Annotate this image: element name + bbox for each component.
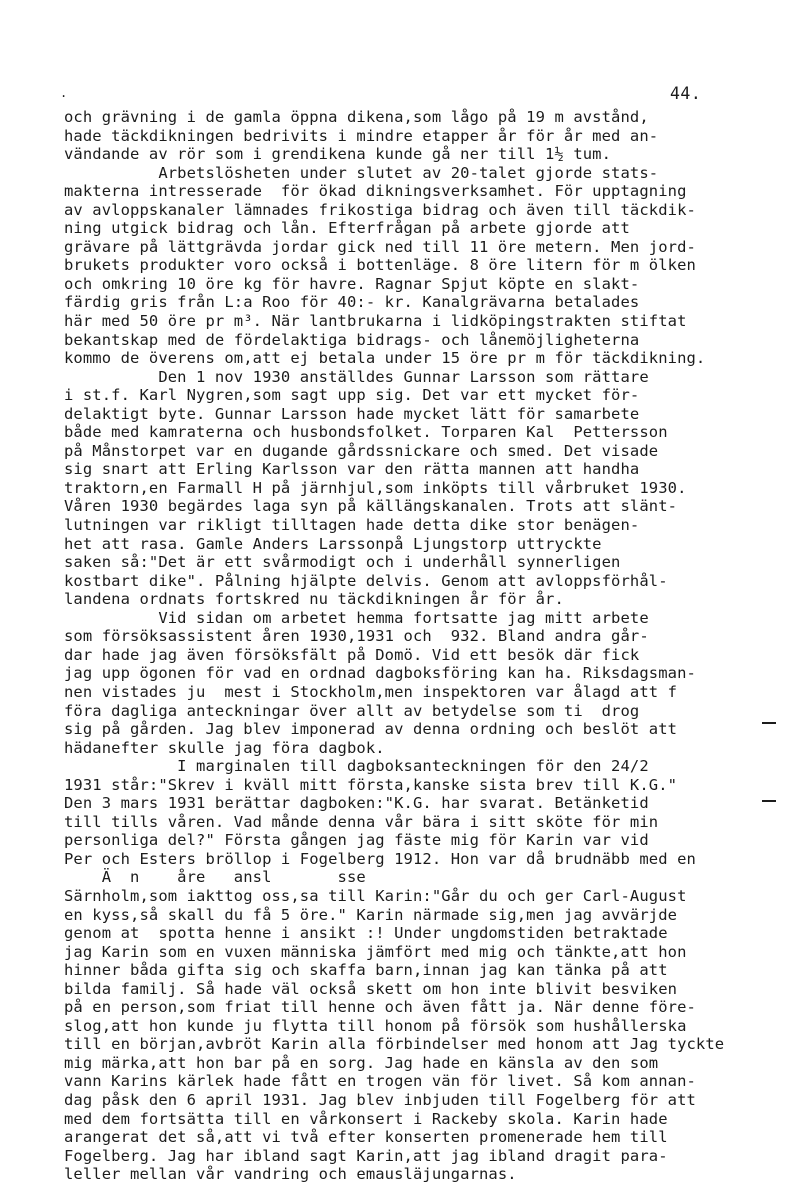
text-line: ning utgick bidrag och lån. Efterfrågan på arbete gjorde att [64, 219, 630, 238]
margin-mark [762, 800, 776, 802]
text-line: Per och Esters bröllop i Fogelberg 1912. Hon var då brudnäbb med en [64, 849, 696, 868]
text-line: delaktigt byte. Gunnar Larsson hade mycket lätt för samarbete [64, 404, 640, 423]
text-line: saken så:"Det är ett svårmodigt och i underhåll synnerligen [64, 553, 621, 572]
text-line: slog,att hon kunde ju flytta till honom på försök som hushållerska [64, 1016, 687, 1035]
text-line: landena ordnats fortskred nu täckdikningen år för år. [64, 590, 564, 609]
page-dot: . [60, 86, 68, 100]
text-line: sig snart att Erling Karlsson var den rätta mannen att handha [64, 460, 640, 479]
text-line: med dem fortsätta till en vårkonsert i Rackeby skola. Karin hade [64, 1109, 668, 1128]
text-line: i st.f. Karl Nygren,som sagt upp sig. Det var ett mycket för- [64, 386, 640, 405]
page-number: 44. [670, 84, 702, 103]
text-line: till tills våren. Vad månde denna vår bära i sitt sköte för min [64, 812, 659, 831]
text-line: Ä n åre ansl sse [64, 868, 366, 887]
text-line: personliga del?" Första gången jag fäste mig för Karin var vid [64, 831, 649, 850]
text-line: på Månstorpet var en dugande gårdssnickare och smed. Det visade [64, 441, 659, 460]
text-line: en kyss,så skall du få 5 öre." Karin närmade sig,men jag avvärjde [64, 905, 678, 924]
text-line: Fogelberg. Jag har ibland sagt Karin,att jag ibland dragit para- [64, 1146, 668, 1165]
text-line: vann Karins kärlek hade fått en trogen vän för livet. Så kom annan- [64, 1072, 696, 1091]
text-line: färdig gris från L:a Roo för 40:- kr. Kanalgrävarna betalades [64, 293, 640, 312]
text-line: vändande av rör som i grendikena kunde gå ner till 1½ tum. [64, 145, 612, 164]
text-line: bilda familj. Så hade väl också skett om hon inte blivit besviken [64, 979, 678, 998]
text-line: på en person,som friat till henne och även fått ja. När denne före- [64, 998, 696, 1017]
text-line: genom at spotta henne i ansikt :! Under ungdomstiden betraktade [64, 924, 668, 943]
text-line: och omkring 10 öre kg för havre. Ragnar Spjut köpte en slakt- [64, 274, 640, 293]
text-line: Den 3 mars 1931 berättar dagboken:"K.G. har svarat. Betänketid [64, 794, 649, 813]
text-line: av avloppskanaler lämnades frikostiga bidrag och även till täckdik- [64, 200, 696, 219]
text-line: Våren 1930 begärdes laga syn på källängskanalen. Trots att slänt- [64, 497, 678, 516]
text-line: jag Karin som en vuxen människa jämfört med mig och tänkte,att hon [64, 942, 687, 961]
text-line: 1931 står:"Skrev i kväll mitt första,kanske sista brev till K.G." [64, 775, 678, 794]
text-line: makterna intresserade för ökad dikningsverksamhet. För upptagning [64, 182, 687, 201]
text-line: mig märka,att hon bar på en sorg. Jag hade en känsla av den som [64, 1053, 659, 1072]
text-line: I marginalen till dagboksanteckningen för den 24/2 [64, 757, 649, 776]
text-line: kommo de överens om,att ej betala under 15 öre pr m för täckdikning. [64, 349, 706, 368]
margin-mark [762, 722, 776, 724]
text-line: som försöksassistent åren 1930,1931 och 932. Bland andra går- [64, 627, 649, 646]
text-line: Den 1 nov 1930 anställdes Gunnar Larsson som rättare [64, 367, 649, 386]
text-line: arangerat det så,att vi två efter konserten promenerade hem till [64, 1128, 668, 1147]
text-line: grävare på lättgrävda jordar gick ned till 11 öre metern. Men jord- [64, 237, 696, 256]
text-line: lutningen var rikligt tilltagen hade detta dike stor benägen- [64, 516, 640, 535]
text-line: till en början,avbröt Karin alla förbindelser med honom att Jag tyckte [64, 1035, 725, 1054]
text-line: här med 50 öre pr m³. När lantbrukarna i lidköpingstrakten stiftat [64, 312, 687, 331]
text-line: leller mellan vår vandring och emausläjungarnas. [64, 1165, 517, 1184]
text-line: dar hade jag även försöksfält på Domö. Vid ett besök där fick [64, 645, 640, 664]
text-line: dag påsk den 6 april 1931. Jag blev inbjuden till Fogelberg för att [64, 1090, 696, 1109]
text-line: jag upp ögonen för vad en ordnad dagboksföring kan ha. Riksdagsman- [64, 664, 696, 683]
text-line: kostbart dike". Pålning hjälpte delvis. Genom att avloppsförhål- [64, 571, 668, 590]
text-line: het att rasa. Gamle Anders Larssonpå Ljungstorp uttryckte [64, 534, 602, 553]
text-line: Vid sidan om arbetet hemma fortsatte jag mitt arbete [64, 608, 649, 627]
text-line: och grävning i de gamla öppna dikena,som lågo på 19 m avstånd, [64, 108, 649, 126]
text-line: sig på gården. Jag blev imponerad av denna ordning och beslöt att [64, 720, 678, 739]
text-line: både med kamraterna och husbondsfolket. Torparen Kal Pettersson [64, 423, 668, 442]
text-line: bekantskap med de fördelaktiga bidrags- och lånemöjligheterna [64, 330, 640, 349]
text-line: nen vistades ju mest i Stockholm,men inspektoren var ålagd att f [64, 682, 678, 701]
text-line: Arbetslösheten under slutet av 20-talet gjorde stats- [64, 163, 659, 182]
text-line: Särnholm,som iakttog oss,sa till Karin:"Går du och ger Carl-August [64, 886, 687, 905]
text-line: hinner båda gifta sig och skaffa barn,innan jag kan tänka på att [64, 961, 668, 980]
text-line: hade täckdikningen bedrivits i mindre etapper år för år med an- [64, 126, 659, 145]
text-line: brukets produkter voro också i bottenläge. 8 öre litern för m ölken [64, 256, 696, 275]
text-line: hädanefter skulle jag föra dagbok. [64, 738, 385, 757]
body-text [64, 108, 804, 1184]
text-line: föra dagliga anteckningar över allt av betydelse som ti drog [64, 701, 640, 720]
text-line: traktorn,en Farmall H på järnhjul,som inköpts till vårbruket 1930. [64, 478, 687, 497]
